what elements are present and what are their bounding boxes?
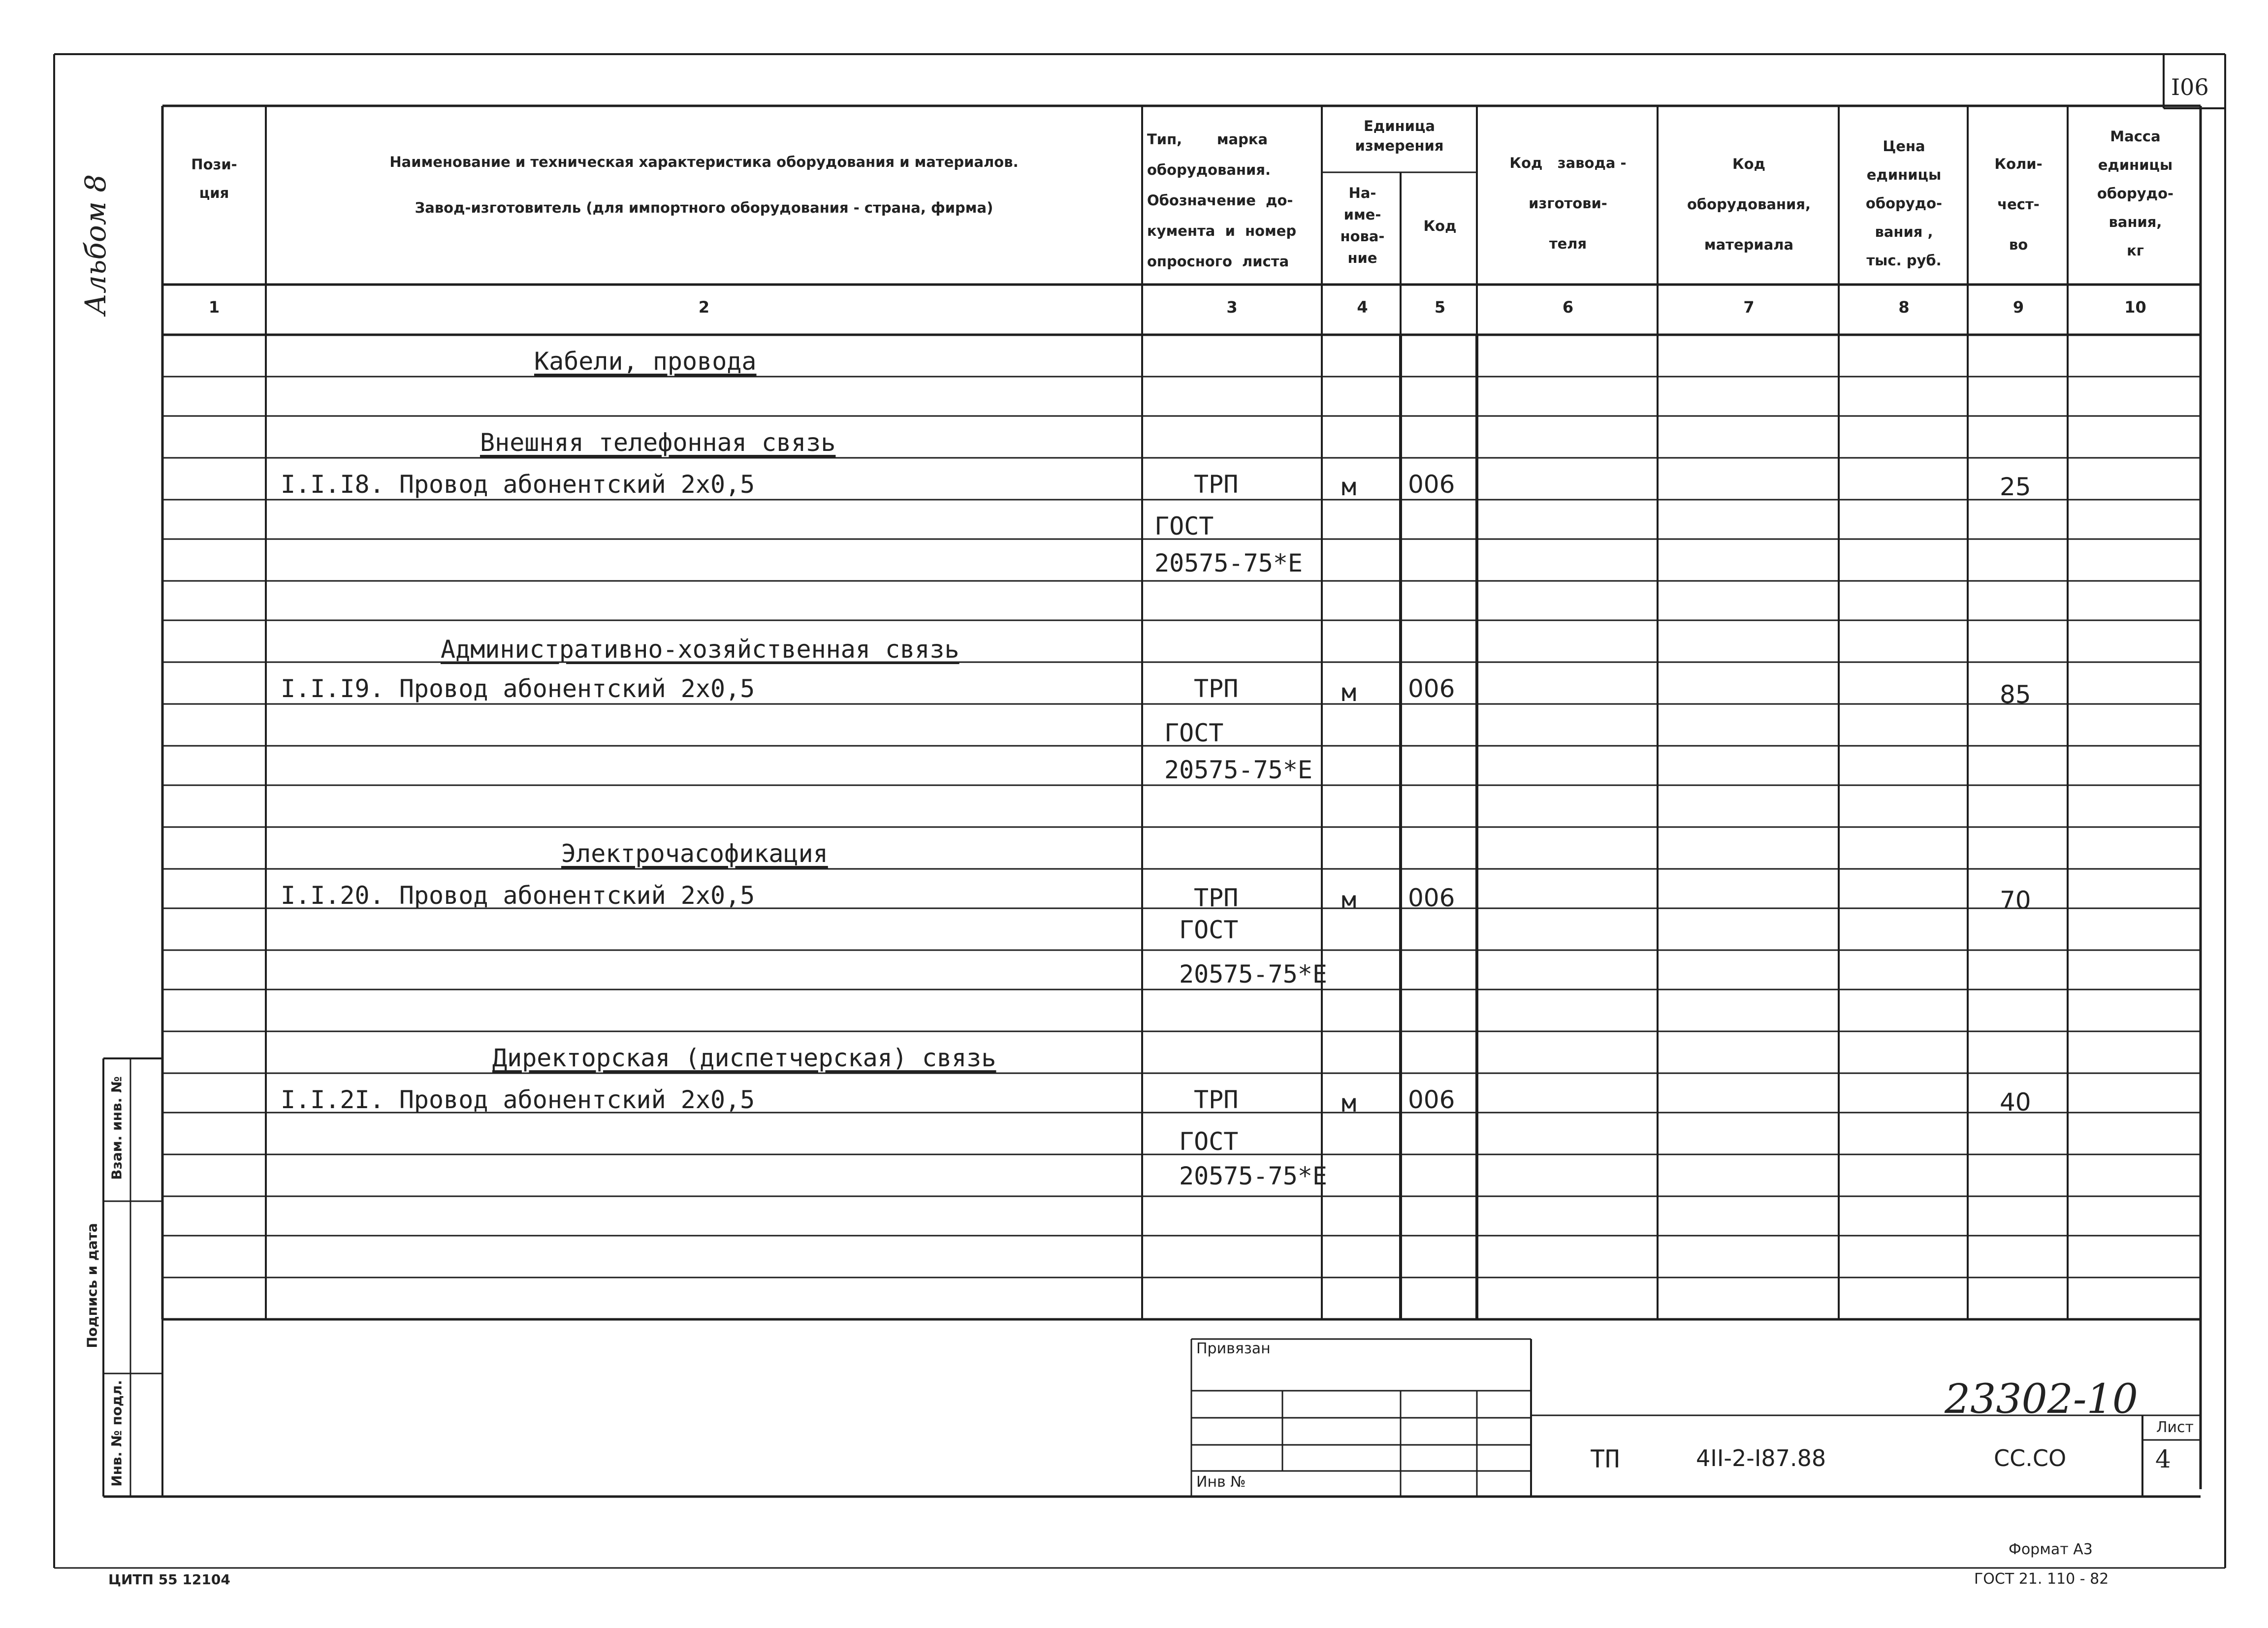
doc-number: 20575-75*Е [1179, 960, 1328, 989]
stamp-signature-date: Подпись и дата [84, 1223, 100, 1348]
section-title: Внешняя телефонная связь [480, 428, 836, 457]
column-number: 10 [2124, 298, 2146, 317]
column-number: 4 [1357, 298, 1368, 317]
tp-label: ТП [1590, 1445, 1620, 1473]
position-name: I.I.I8. Провод абонентский 2х0,5 [281, 470, 755, 499]
attached-label: Привязан [1196, 1340, 1271, 1357]
gost-label: ГОСТ 21. 110 - 82 [1974, 1570, 2109, 1588]
section-title: Директорская (диспетчерская) связь [492, 1044, 996, 1072]
header-col10: Масса единицы оборудо- вания, кг [2097, 128, 2174, 259]
doc-standard: ГОСТ [1179, 1127, 1239, 1156]
quantity: 70 [2000, 886, 2031, 915]
format-label: Формат А3 [2009, 1541, 2093, 1558]
album-label: Альбом 8 [79, 174, 112, 315]
sheet-label: Лист [2156, 1419, 2194, 1436]
unit-name: м [1342, 886, 1357, 915]
unit-name: м [1342, 473, 1357, 501]
header-col1: Пози- ция [191, 156, 237, 201]
quantity: 25 [2000, 473, 2031, 501]
doc-number: 4II-2-I87.88 [1696, 1445, 1826, 1471]
doc-standard: ГОСТ [1179, 916, 1239, 944]
unit-name: м [1342, 1089, 1357, 1117]
column-number: 7 [1743, 298, 1755, 317]
stamp-original-inventory: Инв. № подл. [108, 1380, 125, 1487]
doc-standard: ГОСТ [1154, 512, 1214, 541]
section-title: Административно-хозяйственная связь [441, 635, 959, 664]
doc-code: СС.СО [1994, 1445, 2067, 1471]
inventory-label: Инв № [1196, 1473, 1246, 1491]
column-number: 3 [1226, 298, 1238, 317]
unit-code: 006 [1408, 884, 1455, 912]
unit-code: 006 [1408, 1085, 1455, 1114]
column-number: 1 [208, 298, 220, 317]
quantity: 85 [2000, 680, 2031, 709]
column-number: 9 [2012, 298, 2024, 317]
section-title: Кабели, провода [534, 347, 757, 376]
header-col4: На- име- нова- ние [1340, 185, 1385, 266]
header-col5: Код [1423, 218, 1457, 234]
sheet-number: 4 [2155, 1445, 2171, 1473]
header-col8: Цена единицы оборудо- вания , тыс. руб. [1865, 138, 1943, 269]
section-title: Электрочасофикация [561, 839, 828, 868]
footer-left-code: ЦИТП 55 12104 [108, 1571, 230, 1588]
handwritten-number: 23302-10 [1945, 1376, 2138, 1423]
header-col2-line2: Завод-изготовитель (для импортного оборудования - страна, фирма) [415, 199, 993, 216]
column-number: 5 [1434, 298, 1446, 317]
header-units-group: Единица измерения [1355, 118, 1444, 154]
unit-code: 006 [1408, 674, 1455, 703]
position-name: I.I.20. Провод абонентский 2х0,5 [281, 881, 755, 910]
sheet-corner-number: I06 [2171, 74, 2209, 100]
doc-number: 20575-75*Е [1164, 756, 1313, 784]
header-col7: Код оборудования, материала [1687, 156, 1811, 253]
header-col3: Тип, марка оборудования. Обозначение до- кумента и номер опросного листа [1147, 131, 1297, 270]
stamp-replaced-inventory: Взам. инв. № [108, 1076, 125, 1180]
position-name: I.I.2I. Провод абонентский 2х0,5 [281, 1085, 755, 1114]
doc-standard: ГОСТ [1164, 719, 1224, 747]
type-mark: ТРП [1194, 884, 1239, 912]
quantity: 40 [2000, 1088, 2031, 1117]
header-col6: Код завода - изготови- теля [1509, 155, 1627, 252]
column-number: 6 [1562, 298, 1574, 317]
header-col2-line1: Наименование и техническая характеристика оборудования и материалов. [389, 154, 1019, 170]
unit-name: м [1342, 678, 1357, 707]
column-number: 8 [1898, 298, 1910, 317]
type-mark: ТРП [1194, 674, 1239, 703]
type-mark: ТРП [1194, 470, 1239, 499]
unit-code: 006 [1408, 470, 1455, 499]
type-mark: ТРП [1194, 1085, 1239, 1114]
position-name: I.I.I9. Провод абонентский 2х0,5 [281, 674, 755, 703]
doc-number: 20575-75*Е [1179, 1162, 1328, 1190]
header-col9: Коли- чест- во [1994, 156, 2043, 253]
column-number: 2 [698, 298, 710, 317]
doc-number: 20575-75*Е [1154, 549, 1303, 577]
